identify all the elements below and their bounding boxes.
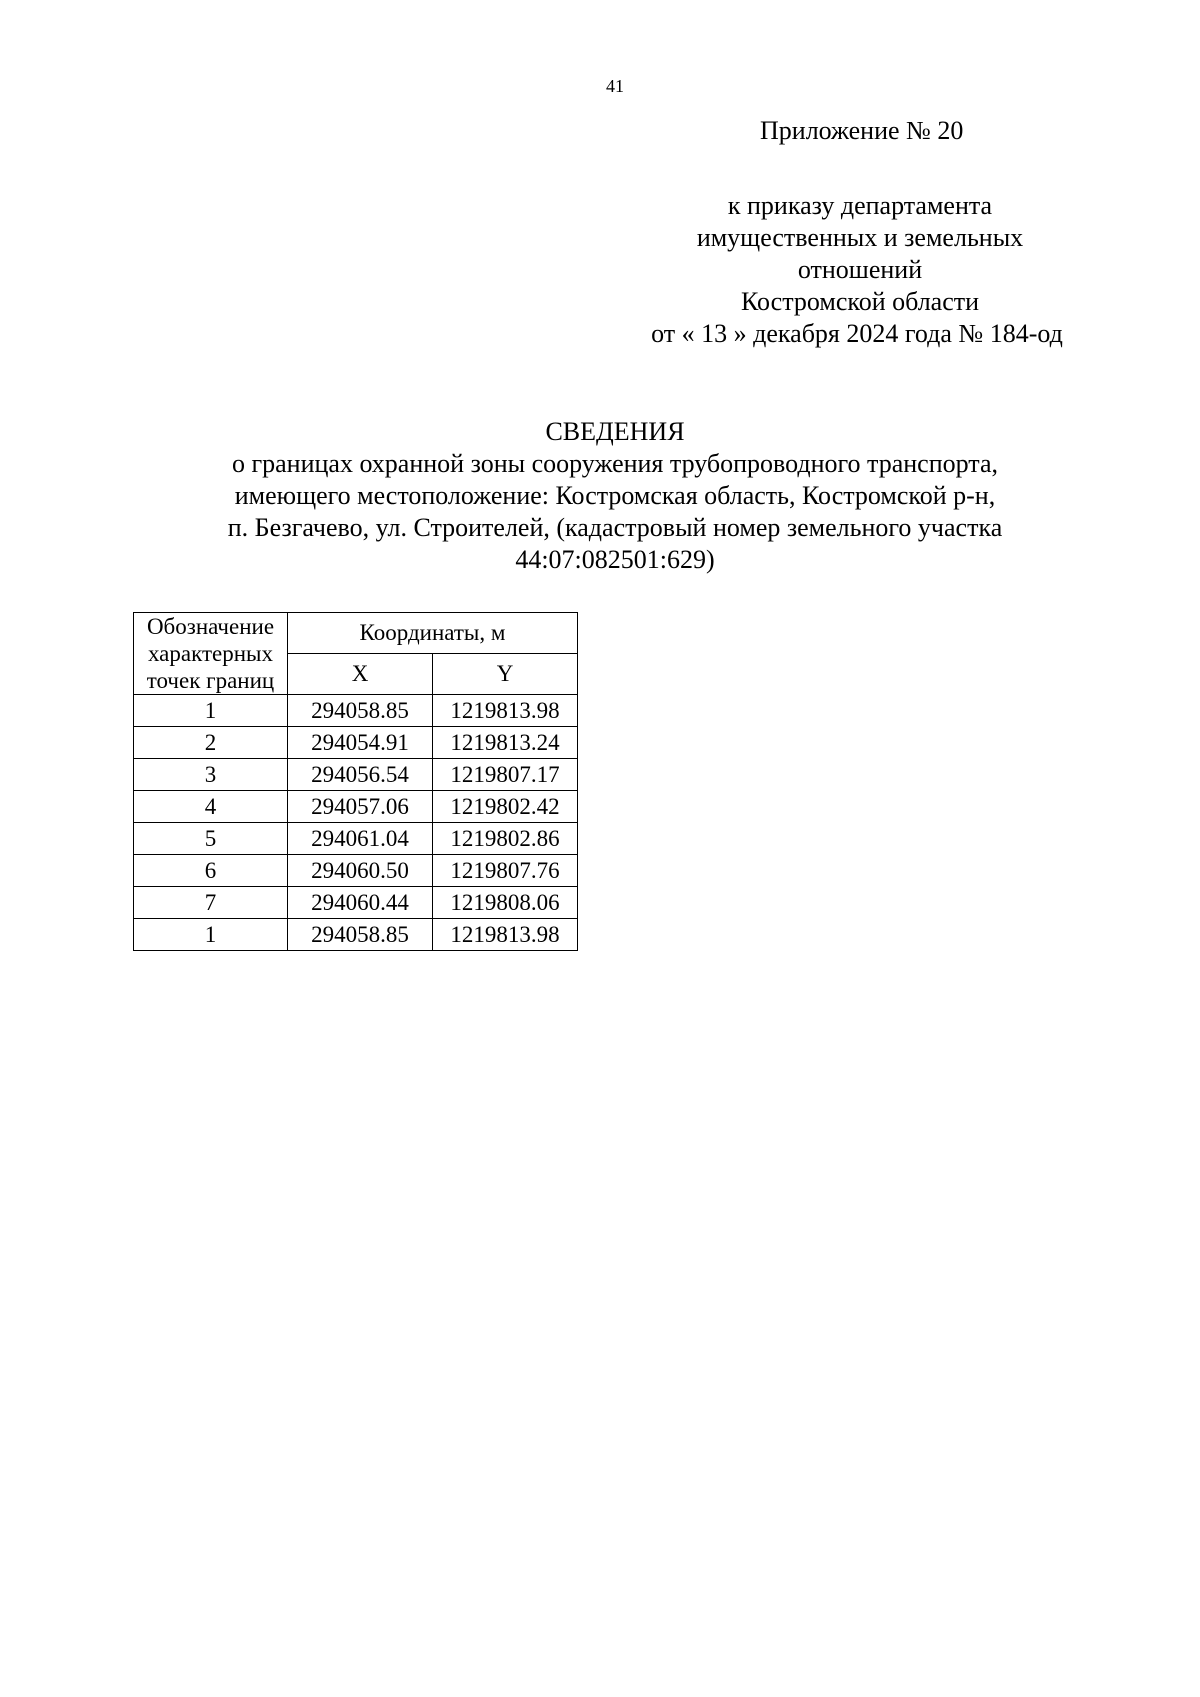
table-row: [134, 823, 578, 855]
x-cell: 294056.54: [288, 759, 433, 791]
document-title: СВЕДЕНИЯ: [545, 417, 685, 446]
point-cell: 6: [134, 855, 288, 887]
point-header-line: Обозначение: [146, 614, 275, 639]
coordinates-table: [133, 612, 578, 951]
document-heading: [120, 416, 1110, 576]
point-cell: 7: [134, 887, 288, 919]
x-cell: 294060.50: [288, 855, 433, 887]
table-row: [134, 791, 578, 823]
point-cell: 4: [134, 791, 288, 823]
x-cell: 294057.06: [288, 791, 433, 823]
table-row: [134, 695, 578, 727]
point-header-line: характерных: [147, 641, 273, 666]
y-cell: 1219813.24: [433, 727, 578, 759]
order-line: к приказу департамента: [727, 191, 993, 220]
order-date-line: от « 13 » декабря 2024 года № 184-од: [651, 319, 1063, 348]
x-cell: 294060.44: [288, 887, 433, 919]
y-cell: 1219802.42: [433, 791, 578, 823]
table-row: [134, 855, 578, 887]
point-header-line: точек границ: [146, 668, 275, 693]
page-number: 41: [606, 76, 624, 96]
y-cell: 1219808.06: [433, 887, 578, 919]
x-cell: 294061.04: [288, 823, 433, 855]
y-cell: 1219813.98: [433, 695, 578, 727]
point-cell: 1: [134, 695, 288, 727]
heading-line: имеющего местоположение: Костромская область, Костромской р-н,: [234, 481, 996, 510]
point-header: [134, 613, 288, 695]
order-line: имущественных и земельных: [696, 223, 1024, 252]
point-cell: 1: [134, 919, 288, 951]
y-cell: 1219802.86: [433, 823, 578, 855]
order-reference: [620, 190, 1100, 350]
x-cell: 294058.85: [288, 919, 433, 951]
table-row: [134, 887, 578, 919]
y-cell: 1219807.17: [433, 759, 578, 791]
y-cell: 1219807.76: [433, 855, 578, 887]
x-cell: 294054.91: [288, 727, 433, 759]
x-header: X: [288, 654, 433, 695]
table-row: [134, 727, 578, 759]
point-cell: 3: [134, 759, 288, 791]
heading-line: п. Безгачево, ул. Строителей, (кадастровый номер земельного участка: [227, 513, 1003, 542]
heading-line: 44:07:082501:629): [515, 545, 715, 574]
heading-line: о границах охранной зоны сооружения трубопроводного транспорта,: [231, 449, 999, 478]
table-row: [134, 759, 578, 791]
y-cell: 1219813.98: [433, 919, 578, 951]
table-row: [134, 919, 578, 951]
point-cell: 2: [134, 727, 288, 759]
y-header: Y: [433, 654, 578, 695]
order-line: отношений: [797, 255, 923, 284]
point-cell: 5: [134, 823, 288, 855]
order-line: Костромской области: [740, 287, 980, 316]
appendix-title: Приложение № 20: [760, 116, 964, 145]
x-cell: 294058.85: [288, 695, 433, 727]
coordinates-header: Координаты, м: [288, 613, 578, 654]
